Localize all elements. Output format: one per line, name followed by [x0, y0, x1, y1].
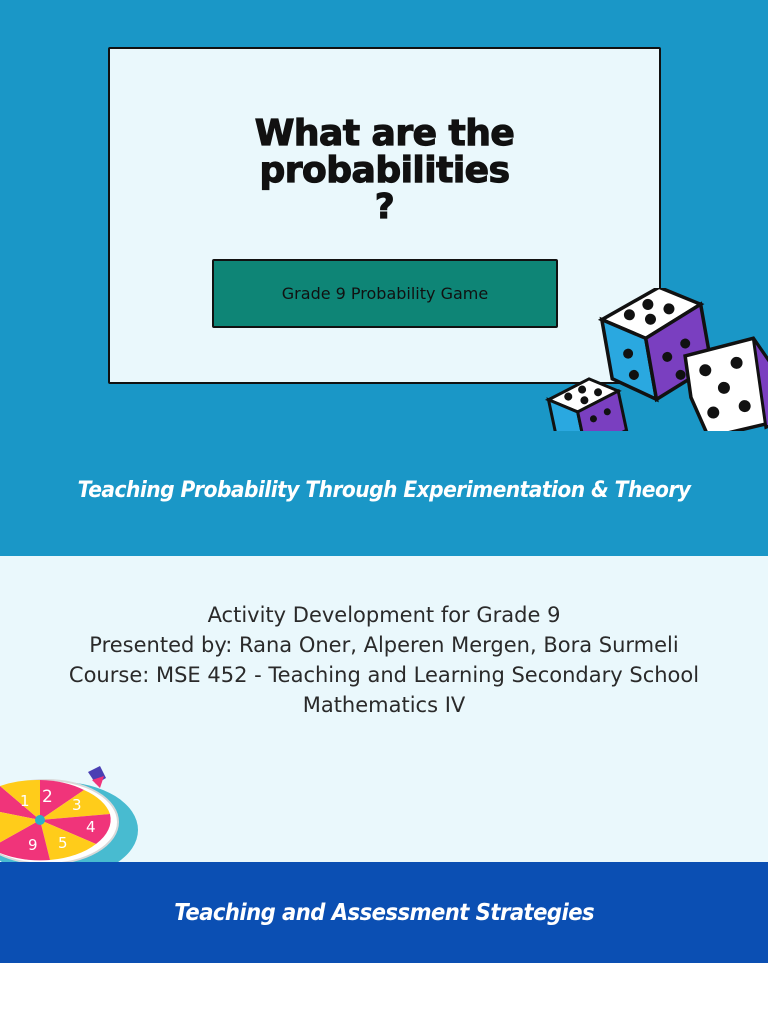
game-label: Grade 9 Probability Game: [281, 284, 489, 303]
title-line-3: ?: [374, 187, 395, 227]
footer-banner: [0, 862, 768, 963]
wheel-number: 1: [20, 792, 30, 810]
dice-icon: [540, 288, 768, 431]
wheel-number: 2: [42, 787, 53, 807]
bottom-margin: [0, 963, 768, 1024]
course-line: Course: MSE 452 - Teaching and Learning Secondary School: [68, 663, 700, 687]
presentation-details: [0, 600, 768, 720]
title-line-2: probabilities: [259, 150, 510, 191]
wheel-number: 4: [86, 818, 96, 836]
footer-title: Teaching and Assessment Strategies: [174, 899, 594, 926]
game-label-box: [212, 259, 558, 328]
wheel-number: 9: [28, 836, 38, 854]
wheel-number: 5: [58, 834, 68, 852]
spinner-wheel-icon: [0, 762, 140, 862]
activity-line: Activity Development for Grade 9: [207, 603, 561, 627]
title-line-1: What are the: [254, 113, 515, 154]
page-title: [110, 115, 659, 226]
subtitle: Teaching Probability Through Experimentation & Theory: [77, 478, 691, 503]
course-line-continued: Mathematics IV: [302, 693, 466, 717]
wheel-number: 3: [72, 796, 82, 814]
presenters-line: Presented by: Rana Oner, Alperen Mergen, Bora Surmeli: [89, 633, 679, 657]
